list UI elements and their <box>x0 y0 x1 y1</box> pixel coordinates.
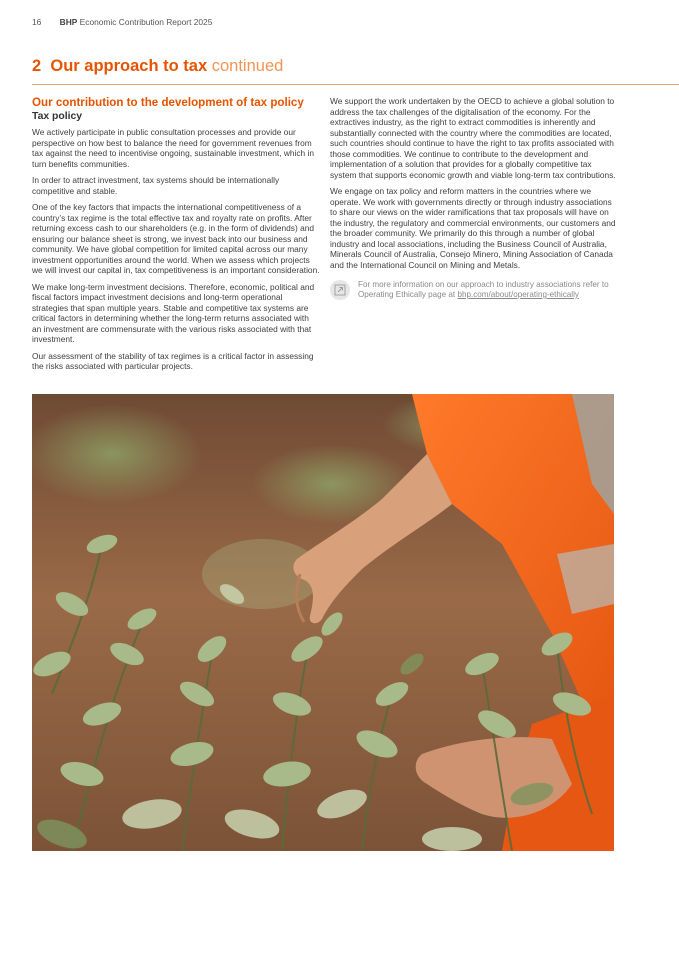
chapter-name: Our approach to tax <box>50 57 208 75</box>
paragraph: We actively participate in public consultation processes and provide our perspective on how best to balance the need for government revenues from tax against the need to incentivise ongoing, sustainable investment, which in turn benefits communities. <box>32 127 315 169</box>
section-heading: Our contribution to the development of tax policy <box>32 96 304 109</box>
callout-body: For more information on our approach to industry associations refer to Operating Ethically page at <box>358 280 609 299</box>
paragraph: Our assessment of the stability of tax regimes is a critical factor in assessing the risks associated with particular projects. <box>32 350 314 371</box>
chapter-continued: continued <box>211 57 284 75</box>
title-divider <box>32 84 679 85</box>
paragraph: We make long-term investment decisions. Therefore, economic, political and fiscal factors impact investment decisions and long-term operational strategies that span multiple years. Stable and competitive tax systems are critical factors in determining whether the long-term returns associated with an investment are commensurate with the various risks associated with that investment. <box>32 281 315 344</box>
page-number: 16 <box>32 17 42 27</box>
running-header <box>32 17 212 27</box>
operating-ethically-link[interactable]: bhp.com/about/operating-ethically <box>457 290 579 299</box>
chapter-number: 2 <box>32 57 42 75</box>
external-link-icon <box>330 280 350 300</box>
report-title: Economic Contribution Report 2025 <box>79 17 213 27</box>
brand-name: BHP <box>59 17 78 27</box>
chapter-title <box>32 57 283 76</box>
callout-text <box>358 280 620 300</box>
paragraph: In order to attract investment, tax systems should be internationally competitive and stable. <box>32 175 280 196</box>
reference-callout <box>330 280 620 300</box>
photo-hands-plants <box>32 394 614 851</box>
right-column <box>330 96 620 300</box>
left-column <box>32 96 320 378</box>
paragraph: One of the key factors that impacts the international competitiveness of a country’s tax regime is the total effective tax and royalty rate on profits. After returning excess cash to our shareholders (e.g. in the form of dividends) and ensuring our balance sheet is strong, we invest back into our business and community. We have global competition for limited capital across our many investment opportunities around the world. When we assess which projects we will invest our capital in, tax competitiveness is an important consideration. <box>32 202 320 275</box>
paragraph: We support the work undertaken by the OECD to achieve a global solution to address the tax challenges of the digitalisation of the economy. For the extractives industry, as the right to extract commodities is inherently and substantially connected with the country where the commodities are located, such countries should continue to have the right to tax profits associated with those commodities. We continue to contribute to the development and implementation of a solution that provides for a globally competitive tax system that supports economic growth and viable long-term tax contributions. <box>330 96 616 180</box>
paragraph: We engage on tax policy and reform matters in the countries where we operate. We work with governments directly or through industry associations to share our views on the wider ramifications that tax proposals will have on the industry, the regulatory and commercial environments, our customers and the broader community. We primarily do this through a number of global industry and local associations, including the Business Council of Australia, Minerals Council of Australia, Consejo Minero, Mining Association of Canada and the International Council on Mining and Metals. <box>330 186 616 270</box>
sub-heading: Tax policy <box>32 111 83 122</box>
